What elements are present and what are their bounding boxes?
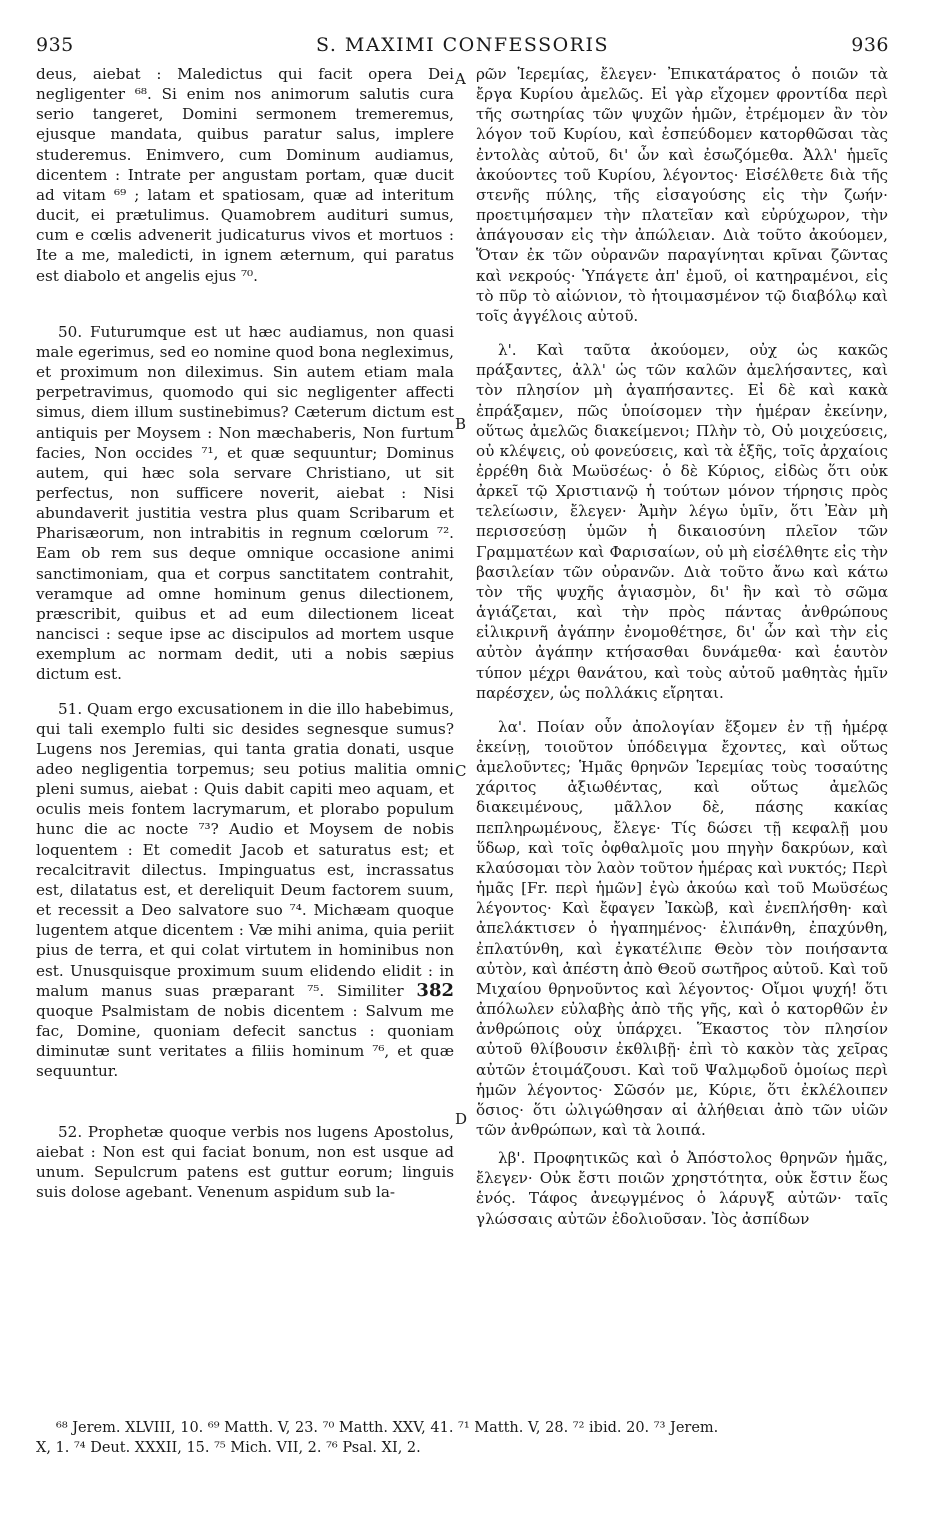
latin-paragraph-51-text: 51. Quam ergo excusationem in die illo habebimus, qui tali exemplo fulti sic desides segnesque sumus? Lugens nos Jeremias, qui tanta gratia donati, usque adeo negligentia torpemus; seu potius malitia omni pleni sumus, aiebat : Quis dabit capiti meo aquam, et oculis meis fontem lacrymarum, et plorabo populum hunc die ac nocte ⁷³? Audio et Moysem de nobis loquentem : Et comedit Jacob et saturatus est; et recalcitravit dilectus. Impinguatus est, incrassatus est, dilatatus est, et dereliquit Deum factorem suum, et recessit a Deo salvatore suo ⁷⁴. Michæam quoque lugentem atque dicentem : Væ mihi anima, quia periit pius de terra, et qui colat virtutem in hominibus non est. Unusquisque proximum suum elidendo elidit : in malum manus suas præparant ⁷⁵. Similiter	[36, 699, 454, 1000]
margin-letter-b: B	[455, 415, 467, 433]
greek-paragraph-32: λβ'. Προφητικῶς καὶ ὁ Ἀπόστολος θρηνῶν ἡμᾶς, ἔλεγεν· Οὐκ ἔστι ποιῶν χρηστότητα, οὐκ ἔστιν ἕως ἑνός. Τάφος ἀνεῳγμένος ὁ λάρυγξ αὐτῶν· ταῖς γλώσσαις αὐτῶν ἐδολιοῦσαν. Ἰὸς ἀσπίδων	[476, 1149, 888, 1228]
greek-paragraph-31: λα'. Ποίαν οὖν ἀπολογίαν ἕξομεν ἐν τῇ ἡμέρᾳ ἐκείνῃ, τοιοῦτον ὑπόδειγμα ἔχοντες, καὶ οὕτως ἀμελοῦντες; Ἡμᾶς θρηνῶν Ἱερεμίας τοὺς τοσαύτης χάριτος ἀξιωθέντας, καὶ οὕτως ἀμελῶς διακειμένους, μᾶλλον δὲ, πάσης κακίας πεπληρωμένους, ἔλεγε· Τίς δώσει τῇ κεφαλῇ μου ὕδωρ, καὶ τοῖς ὀφθαλμοῖς μου πηγὴν δακρύων, καὶ κλαύσομαι τὸν λαὸν τοῦτον ἡμέρας καὶ νυκτός; Περὶ ἡμᾶς [Fr. περὶ ἡμῶν] ἐγὼ ἀκούω καὶ τοῦ Μωϋσέως λέγοντος· Καὶ ἔφαγεν Ἰακὼβ, καὶ ἐνεπλήσθη· καὶ ἀπελάκτισεν ὁ ἠγαπημένος· ἐλιπάνθη, ἐπαχύνθη, ἐπλατύνθη, καὶ ἐγκατέλιπε Θεὸν τὸν ποιήσαντα αὐτὸν, καὶ ἀπέστη ἀπὸ Θεοῦ σωτῆρος αὐτοῦ. Καὶ τοῦ Μιχαίου θρηνοῦντος καὶ λέγοντος· Οἴμοι ψυχή! ὅτι ἀπόλωλεν εὐλαβὴς ἀπὸ τῆς γῆς, καὶ ὁ κατορθῶν ἐν ἀνθρώποις οὐχ ὑπάρχει. Ἕκαστος τὸν πλησίον αὐτοῦ θλίβουσιν ἐκθλιβῇ· ἐπὶ τὸ κακὸν τὰς χεῖρας αὐτῶν ἑτοιμάζουσι. Καὶ τοῦ Ψαλμῳδοῦ ὁμοίως περὶ ἡμῶν λέγοντος· Σῶσόν με, Κύριε, ὅτι ἐκλέλοιπεν ὅσιος· ὅτι ὠλιγώθησαν αἱ ἀλήθειαι ἀπὸ τῶν υἱῶν τῶν ἀνθρώπων, καὶ τὰ λοιπά.	[476, 717, 888, 1139]
greek-paragraph-30: λ'. Καὶ ταῦτα ἀκούομεν, οὐχ ὡς κακῶς πράξαντες, ἀλλ' ὡς τῶν καλῶν ἀμελήσαντες, καὶ τὸν πλησίον μὴ ἀγαπήσαντες. Εἰ δὲ καὶ κακὰ ἐπράξαμεν, πῶς ὑποίσομεν τὴν ἡμέραν ἐκείνην, οὕτως ἀμελῶς διακείμενοι; Πλὴν τὸ, Οὐ μοιχεύσεις, οὐ κλέψεις, οὐ φονεύσεις, καὶ τὰ ἑξῆς, τοῖς ἀρχαίοις ἐρρέθη διὰ Μωϋσέως· ὁ δὲ Κύριος, εἰδὼς ὅτι οὐκ ἀρκεῖ τῷ Χριστιανῷ ἡ τούτων μόνον τήρησις πρὸς τελείωσιν, ἔλεγεν· Ἀμὴν λέγω ὑμῖν, ὅτι Ἐὰν μὴ περισσεύσῃ ὑμῶν ἡ δικαιοσύνη πλεῖον τῶν Γραμματέων καὶ Φαρισαίων, οὐ μὴ εἰσέλθητε εἰς τὴν βασιλείαν τῶν οὐρανῶν. Διὰ τοῦτο ἄνω καὶ κάτω τὸν τῆς ψυχῆς ἁγιασμὸν, δι' ἣν καὶ τὸ σῶμα ἁγιάζεται, καὶ τὴν πρὸς πάντας ἀνθρώπους εἰλικρινῆ ἀγάπην ἐνομοθέτησε, δι' ὧν καὶ τὴν εἰς αὐτὸν ἀγάπην κτήσασθαι δυνάμεθα· καὶ ἑαυτὸν τύπον μέχρι θανάτου, καὶ τοὺς αὐτοῦ μαθητὰς ἡμῖν παρέσχεν, ὡς πολλάκις εἴρηται.	[476, 341, 888, 702]
footnote-line-2: X, 1. ⁷⁴ Deut. XXXII, 15. ⁷⁵ Mich. VII, 2. ⁷⁶ Psal. XI, 2.	[36, 1440, 421, 1456]
greek-paragraph-1: ρῶν Ἱερεμίας, ἔλεγεν· Ἐπικατάρατος ὁ ποιῶν τὰ ἔργα Κυρίου ἀμελῶς. Εἰ γὰρ εἴχομεν φροντίδα περὶ τῆς σωτηρίας τῶν ψυχῶν ἡμῶν, ἐτρέμομεν ἂν τὸν λόγον τοῦ Κυρίου, καὶ ἐσπεύδομεν κατορθῶσαι τὰς ἐντολὰς αὐτοῦ, δι' ὧν καὶ ἐσωζόμεθα. Ἀλλ' ἡμεῖς ἀκούοντες τοῦ Κυρίου, λέγοντος· Εἰσέλθετε διὰ τῆς στενῆς πύλης, τῆς εἰσαγούσης εἰς τὴν ζωήν· προετιμήσαμεν τὴν πλατεῖαν καὶ εὐρύχωρον, τὴν ἀπάγουσαν εἰς τὴν ἀπώλειαν. Διὰ τοῦτο ἀκούομεν, Ὅταν ἐκ τῶν οὐρανῶν παραγίνηται κρῖναι ζῶντας καὶ νεκρούς· Ὑπάγετε ἀπ' ἐμοῦ, οἱ κατηραμένοι, εἰς τὸ πῦρ τὸ αἰώνιον, τὸ ἡτοιμασμένον τῷ διαβόλῳ καὶ τοῖς ἀγγέλοις αὐτοῦ.	[476, 65, 888, 325]
margin-letter-c: C	[455, 762, 467, 780]
latin-paragraph-50: 50. Futurumque est ut hæc audiamus, non quasi male egerimus, sed eo nomine quod bona negleximus, et proximum non dileximus. Sin autem etiam mala perpetravimus, quomodo qui sic negligenter affecti simus, diem illum sustinebimus? Cæterum dictum est antiquis per Moysem : Non mæchaberis, Non furtum facies, Non occides ⁷¹, et quæ sequuntur; Dominus autem, qui hæc sola servare Christiano, ut sit perfectus, non sufficere noverit, aiebat : Nisi abundaverit justitia vestra plus quam Scribarum et Pharisæorum, non intrabitis in regnum cœlorum ⁷². Eam ob rem sus deque omnique occasione animi sanctimoniam, qua et corpus sanctitatem contrahit, veramque ad omne hominum genus dilectionem, præscribit, quibus et ad eum dilectionem liceat nancisci : seque ipse ac discipulos ad mortem usque exemplum ac normam dedit, uti a nobis sæpius dictum est.	[36, 322, 454, 684]
latin-column	[36, 64, 454, 1202]
latin-paragraph-51-tail: quoque Psalmistam de nobis dicentem : Salvum me fac, Domine, quoniam defecit sanctus : quoniam diminutæ sunt veritates a filiis hominum ⁷⁶, et quæ sequuntur.	[36, 1001, 454, 1081]
page-number-right: 936	[851, 34, 889, 56]
greek-column	[476, 64, 888, 1229]
inline-page-number: 382	[416, 979, 454, 1001]
footnote-line-1: ⁶⁸ Jerem. XLVIII, 10. ⁶⁹ Matth. V, 23. ⁷⁰ Matth. XXV, 41. ⁷¹ Matth. V, 28. ⁷² ibid. 20. ⁷³ Jerem.	[56, 1420, 719, 1436]
margin-letter-d: D	[455, 1110, 468, 1128]
running-title: S. MAXIMI CONFESSORIS	[315, 34, 610, 56]
page-number-left: 935	[36, 34, 74, 56]
footnotes	[36, 1418, 889, 1458]
margin-letter-a: A	[455, 70, 466, 88]
latin-paragraph-52: 52. Prophetæ quoque verbis nos lugens Apostolus, aiebat : Non est qui faciat bonum, non est usque ad unum. Sepulcrum patens est guttur eorum; linguis suis dolose agebant. Venenum aspidum sub la-	[36, 1122, 454, 1201]
latin-paragraph-51	[36, 699, 454, 1082]
running-header	[36, 34, 889, 58]
latin-paragraph-1: deus, aiebat : Maledictus qui facit opera Dei negligenter ⁶⁸. Si enim nos animorum salutis cura serio tangeret, Domini sermonem tremeremus, ejusque mandata, quibus paratur salus, implere studeremus. Enimvero, cum Dominum audiamus, dicentem : Intrate per angustam portam, quæ ducit ad vitam ⁶⁹ ; latam et spatiosam, quæ ad interitum ducit, ei prætulimus. Quamobrem audituri sumus, cum e cœlis advenerit judicaturus vivos et mortuos : Ite a me, maledicti, in ignem æternum, qui paratus est diabolo et angelis ejus ⁷⁰.	[36, 65, 454, 285]
